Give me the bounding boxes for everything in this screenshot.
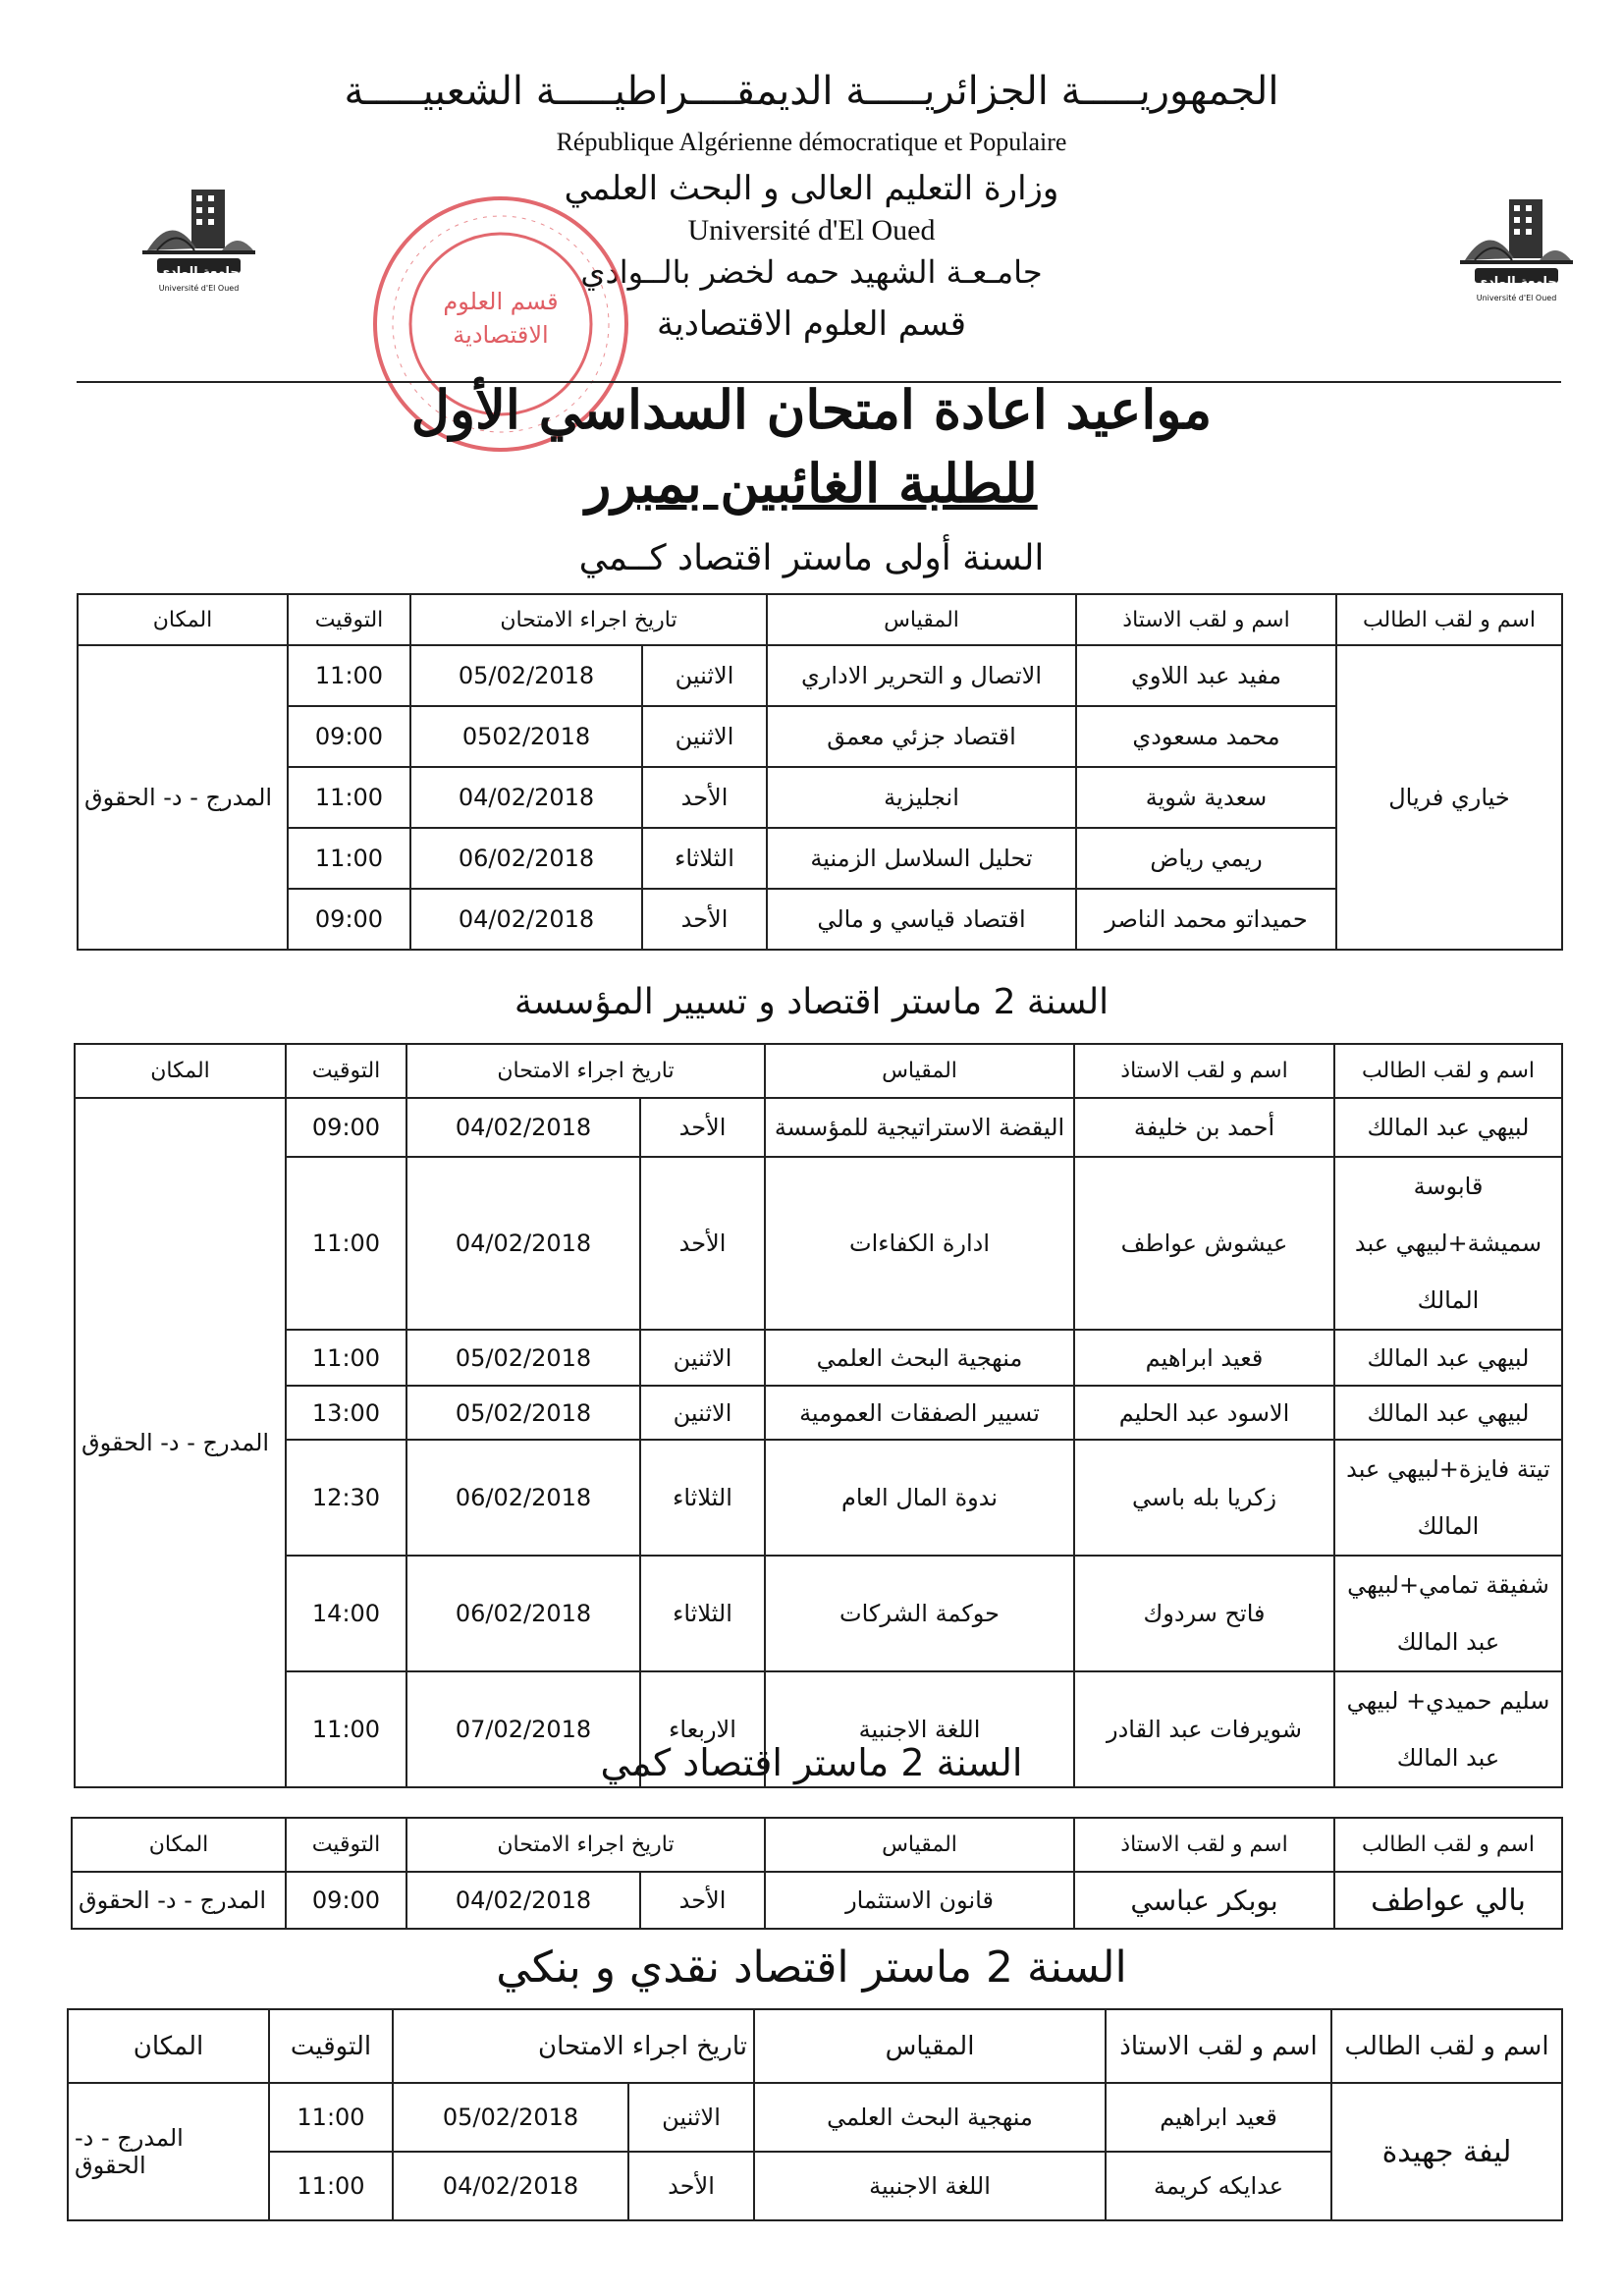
exam-time: 11:00 — [269, 2083, 393, 2152]
student-name: لبيهي عبد المالك — [1334, 1098, 1562, 1157]
exam-day: الاثنين — [640, 1330, 765, 1386]
subject-name: اللغة الاجنبية — [754, 2152, 1106, 2220]
section-2-table — [74, 1043, 1563, 1788]
table-row — [75, 1440, 1562, 1556]
section-3-table — [71, 1817, 1563, 1930]
col-header-place: المكان — [75, 1044, 286, 1098]
exam-day: الاثنين — [642, 706, 767, 767]
section-2-heading: السنة 2 ماستر اقتصاد و تسيير المؤسسة — [514, 982, 1109, 1022]
exam-day: الأحد — [640, 1872, 765, 1929]
col-header-subject: المقياس — [767, 594, 1076, 645]
exam-date: 05/02/2018 — [406, 1386, 640, 1440]
table-header-row — [75, 1044, 1562, 1098]
exam-date: 04/02/2018 — [406, 1157, 640, 1330]
exam-time: 11:00 — [288, 645, 410, 706]
col-header-professor: اسم و لقب الاستاذ — [1074, 1044, 1334, 1098]
subject-name: حوكمة الشركات — [765, 1556, 1074, 1671]
student-name: قابوسة سميشة+لبيهي عبد المالك — [1334, 1157, 1562, 1330]
professor-name: ريمي رياض — [1076, 828, 1336, 889]
professor-name: الاسود عبد الحليم — [1074, 1386, 1334, 1440]
exam-date: 06/02/2018 — [406, 1556, 640, 1671]
subject-name: تحليل السلاسل الزمنية — [767, 828, 1076, 889]
exam-day: الاربعاء — [640, 1671, 765, 1787]
table-row — [68, 2083, 1562, 2152]
professor-name: قعيد ابراهيم — [1074, 1330, 1334, 1386]
university-logo-left — [137, 182, 260, 295]
exam-date: 06/02/2018 — [406, 1440, 640, 1556]
col-header-professor: اسم و لقب الاستاذ — [1076, 594, 1336, 645]
col-header-time: التوقيت — [269, 2009, 393, 2083]
logo-subtext: Université d'El Oued — [1476, 294, 1557, 302]
university-name-fr: Université d'El Oued — [687, 214, 936, 246]
subject-name: ادارة الكفاءات — [765, 1157, 1074, 1330]
section-1-heading: السنة أولى ماستر اقتصاد كــمي — [578, 538, 1045, 578]
student-name: لبيهي عبد المالك — [1334, 1330, 1562, 1386]
ministry-name: وزارة التعليم العالى و البحث العلمي — [564, 169, 1059, 208]
col-header-time: التوقيت — [286, 1818, 406, 1872]
exam-date: 06/02/2018 — [410, 828, 642, 889]
col-header-place: المكان — [68, 2009, 269, 2083]
exam-time: 11:00 — [288, 828, 410, 889]
col-header-subject: المقياس — [754, 2009, 1106, 2083]
exam-place: المدرج - د- الحقوق — [78, 645, 288, 950]
university-building-icon — [1455, 191, 1578, 285]
col-header-place: المكان — [72, 1818, 286, 1872]
exam-date: 07/02/2018 — [406, 1671, 640, 1787]
exam-time: 09:00 — [286, 1098, 406, 1157]
col-header-student: اسم و لقب الطالب — [1334, 1044, 1562, 1098]
table-row — [75, 1098, 1562, 1157]
section-1-table — [77, 593, 1563, 951]
department-name: قسم العلوم الاقتصادية — [657, 304, 966, 344]
table-row — [75, 1330, 1562, 1386]
exam-date: 05/02/2018 — [410, 645, 642, 706]
col-header-student: اسم و لقب الطالب — [1331, 2009, 1562, 2083]
col-header-date: تاريخ اجراء الامتحان — [406, 1818, 765, 1872]
exam-time: 13:00 — [286, 1386, 406, 1440]
col-header-place: المكان — [78, 594, 288, 645]
exam-place: المدرج - د- الحقوق — [68, 2083, 269, 2220]
table-header-row — [72, 1818, 1562, 1872]
professor-name: بوبكر عباسي — [1074, 1872, 1334, 1929]
col-header-professor: اسم و لقب الاستاذ — [1106, 2009, 1331, 2083]
page-title: مواعيد اعادة امتحان السداسي الأول — [410, 378, 1213, 441]
table-row — [78, 645, 1562, 706]
exam-day: الثلاثاء — [640, 1440, 765, 1556]
subject-name: منهجية البحث العلمي — [754, 2083, 1106, 2152]
subject-name: تسيير الصفقات العمومية — [765, 1386, 1074, 1440]
col-header-time: التوقيت — [286, 1044, 406, 1098]
student-name: لبيهي عبد المالك — [1334, 1386, 1562, 1440]
student-name: ليفة جهيدة — [1331, 2083, 1562, 2220]
republic-name-ar: الجمهوريـــــة الجزائريـــــة الديمقــــراطيـــــة الشعبيـــــة — [344, 69, 1279, 114]
subject-name: اقتصاد جزئي معمق — [767, 706, 1076, 767]
col-header-date: تاريخ اجراء الامتحان — [393, 2009, 754, 2083]
university-logo-right — [1455, 191, 1578, 304]
exam-time: 09:00 — [286, 1872, 406, 1929]
subject-name: قانون الاستثمار — [765, 1872, 1074, 1929]
section-4-table — [67, 2008, 1563, 2221]
university-building-icon — [137, 182, 260, 275]
exam-date: 05/02/2018 — [406, 1330, 640, 1386]
student-name: تيتة فايزة+لبيهي عبد المالك — [1334, 1440, 1562, 1556]
logo-text: جامعة الوادي — [1476, 275, 1557, 290]
section-3-heading: السنة 2 ماستر اقتصاد كمي — [600, 1741, 1023, 1784]
exam-date: 05/02/2018 — [393, 2083, 628, 2152]
table-header-row — [68, 2009, 1562, 2083]
page-subtitle: للطلبة الغائبين بمبرر — [585, 452, 1038, 515]
professor-name: محمد مسعودي — [1076, 706, 1336, 767]
stamp-text: قسم العلوم الاقتصادية — [443, 288, 559, 349]
subject-name: اللغة الاجنبية — [765, 1671, 1074, 1787]
col-header-time: التوقيت — [288, 594, 410, 645]
subject-name: منهجية البحث العلمي — [765, 1330, 1074, 1386]
professor-name: مفيد عبد اللاوي — [1076, 645, 1336, 706]
professor-name: سعدية شوية — [1076, 767, 1336, 828]
subject-name: انجليزية — [767, 767, 1076, 828]
professor-name: فاتح سردوك — [1074, 1556, 1334, 1671]
table-header-row — [78, 594, 1562, 645]
exam-date: 04/02/2018 — [410, 889, 642, 950]
professor-name: عيشوش عواطف — [1074, 1157, 1334, 1330]
subject-name: ندوة المال العام — [765, 1440, 1074, 1556]
professor-name: قعيد ابراهيم — [1106, 2083, 1331, 2152]
exam-time: 11:00 — [288, 767, 410, 828]
republic-name-fr: République Algérienne démocratique et Populaire — [556, 128, 1067, 156]
exam-day: الاثنين — [640, 1386, 765, 1440]
exam-time: 12:30 — [286, 1440, 406, 1556]
table-row — [75, 1556, 1562, 1671]
professor-name: أحمد بن خليفة — [1074, 1098, 1334, 1157]
professor-name: زكريا بله باسي — [1074, 1440, 1334, 1556]
exam-place: المدرج - د- الحقوق — [72, 1872, 286, 1929]
logo-text: جامعة الوادي — [158, 265, 240, 280]
exam-day: الأحد — [642, 767, 767, 828]
table-row — [75, 1386, 1562, 1440]
exam-date: 0502/2018 — [410, 706, 642, 767]
exam-day: الثلاثاء — [642, 828, 767, 889]
col-header-professor: اسم و لقب الاستاذ — [1074, 1818, 1334, 1872]
exam-time: 09:00 — [288, 889, 410, 950]
student-name: شفيقة تمامي+لبيهي عبد المالك — [1334, 1556, 1562, 1671]
logo-subtext: Université d'El Oued — [158, 284, 240, 293]
exam-day: الأحد — [642, 889, 767, 950]
exam-day: الاثنين — [628, 2083, 754, 2152]
exam-place: المدرج - د- الحقوق — [75, 1098, 286, 1787]
exam-day: الثلاثاء — [640, 1556, 765, 1671]
student-name: سليم حميدي+ لبيهي عبد المالك — [1334, 1671, 1562, 1787]
professor-name: عدايكه كريمة — [1106, 2152, 1331, 2220]
exam-date: 04/02/2018 — [410, 767, 642, 828]
exam-day: الاثنين — [642, 645, 767, 706]
exam-time: 11:00 — [286, 1671, 406, 1787]
exam-date: 04/02/2018 — [406, 1872, 640, 1929]
subject-name: اليقضة الاستراتيجية للمؤسسة — [765, 1098, 1074, 1157]
col-header-date: تاريخ اجراء الامتحان — [406, 1044, 765, 1098]
exam-day: الأحد — [640, 1098, 765, 1157]
professor-name: شويرفات عبد القادر — [1074, 1671, 1334, 1787]
col-header-subject: المقياس — [765, 1818, 1074, 1872]
exam-day: الأحد — [640, 1157, 765, 1330]
col-header-student: اسم و لقب الطالب — [1336, 594, 1562, 645]
exam-time: 09:00 — [288, 706, 410, 767]
col-header-date: تاريخ اجراء الامتحان — [410, 594, 767, 645]
exam-date: 04/02/2018 — [393, 2152, 628, 2220]
subject-name: اقتصاد قياسي و مالي — [767, 889, 1076, 950]
exam-time: 11:00 — [286, 1157, 406, 1330]
university-name-ar: جامـعـة الشهيد حمه لخضر بالــوادي — [580, 253, 1043, 291]
student-name: خياري فريال — [1336, 645, 1562, 950]
professor-name: حميداتو محمد الناصر — [1076, 889, 1336, 950]
exam-day: الأحد — [628, 2152, 754, 2220]
col-header-student: اسم و لقب الطالب — [1334, 1818, 1562, 1872]
col-header-subject: المقياس — [765, 1044, 1074, 1098]
table-row — [72, 1872, 1562, 1929]
exam-time: 14:00 — [286, 1556, 406, 1671]
exam-date: 04/02/2018 — [406, 1098, 640, 1157]
table-row — [75, 1157, 1562, 1330]
subject-name: الاتصال و التحرير الاداري — [767, 645, 1076, 706]
exam-time: 11:00 — [269, 2152, 393, 2220]
exam-time: 11:00 — [286, 1330, 406, 1386]
section-4-heading: السنة 2 ماستر اقتصاد نقدي و بنكي — [496, 1942, 1127, 1993]
student-name: بالي عواطف — [1334, 1872, 1562, 1929]
